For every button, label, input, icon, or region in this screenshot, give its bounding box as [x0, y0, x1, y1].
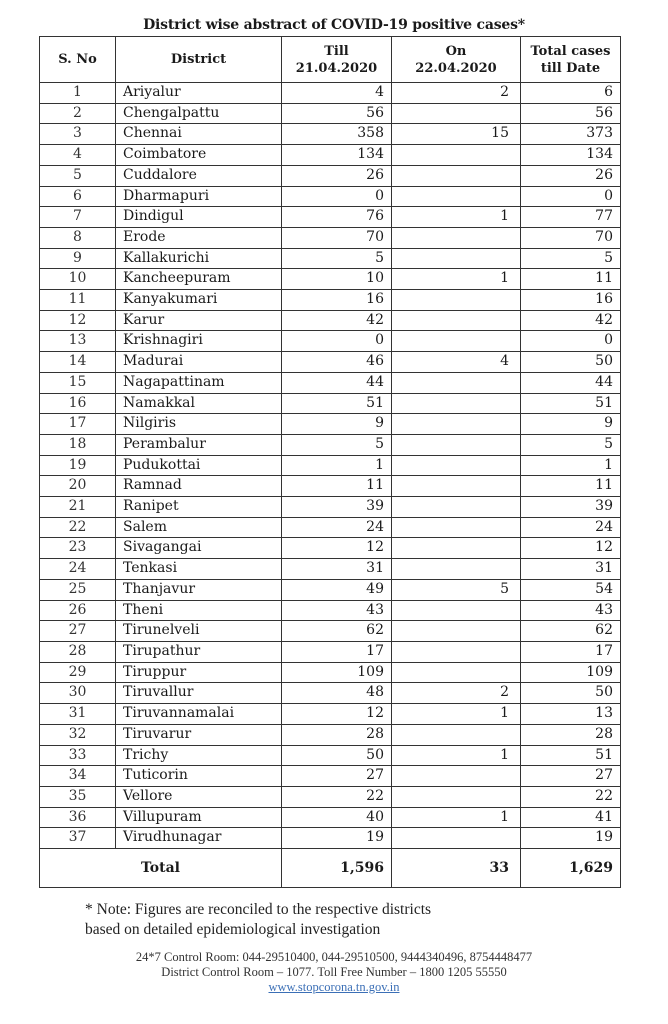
row-sno: 4: [40, 145, 116, 166]
row-district: Villupuram: [116, 807, 282, 828]
row-till: 12: [282, 704, 392, 725]
row-total: 24: [521, 517, 621, 538]
table-row: [40, 579, 621, 600]
table-row: [40, 310, 621, 331]
row-total: 11: [521, 476, 621, 497]
row-district: Trichy: [116, 745, 282, 766]
row-till: 27: [282, 766, 392, 787]
table-row: [40, 704, 621, 725]
row-total: 22: [521, 786, 621, 807]
row-on: [392, 538, 521, 559]
row-sno: 36: [40, 807, 116, 828]
row-total: 5: [521, 434, 621, 455]
table-row: [40, 372, 621, 393]
row-district: Chengalpattu: [116, 103, 282, 124]
row-total: 50: [521, 352, 621, 373]
row-on: [392, 621, 521, 642]
row-on: [392, 476, 521, 497]
table-row: [40, 807, 621, 828]
row-till: 42: [282, 310, 392, 331]
header-district: District: [116, 37, 282, 83]
covid-cases-table: [39, 36, 621, 888]
row-on: [392, 662, 521, 683]
row-total: 6: [521, 83, 621, 104]
row-sno: 21: [40, 497, 116, 518]
row-on: [392, 641, 521, 662]
row-sno: 29: [40, 662, 116, 683]
row-district: Tenkasi: [116, 559, 282, 580]
row-till: 48: [282, 683, 392, 704]
row-total: 5: [521, 248, 621, 269]
row-total: 51: [521, 745, 621, 766]
table-row: [40, 434, 621, 455]
row-district: Madurai: [116, 352, 282, 373]
row-total: 70: [521, 227, 621, 248]
row-on: 1: [392, 704, 521, 725]
table-row: [40, 497, 621, 518]
row-district: Tiruppur: [116, 662, 282, 683]
row-sno: 25: [40, 579, 116, 600]
table-body: [40, 83, 621, 849]
total-label: Total: [40, 849, 282, 888]
row-district: Coimbatore: [116, 145, 282, 166]
row-total: 27: [521, 766, 621, 787]
row-district: Pudukottai: [116, 455, 282, 476]
table-row: [40, 538, 621, 559]
row-till: 26: [282, 165, 392, 186]
row-on: [392, 497, 521, 518]
row-till: 46: [282, 352, 392, 373]
row-total: 39: [521, 497, 621, 518]
row-total: 13: [521, 704, 621, 725]
row-sno: 18: [40, 434, 116, 455]
row-on: [392, 310, 521, 331]
row-total: 42: [521, 310, 621, 331]
row-district: Cuddalore: [116, 165, 282, 186]
row-sno: 16: [40, 393, 116, 414]
row-on: [392, 786, 521, 807]
footnote-line2: based on detailed epidemiological investigation: [85, 921, 381, 938]
row-sno: 11: [40, 290, 116, 311]
table-row: [40, 103, 621, 124]
row-total: 43: [521, 600, 621, 621]
row-on: [392, 103, 521, 124]
row-sno: 22: [40, 517, 116, 538]
header-till-line1: Till: [324, 43, 349, 59]
row-sno: 5: [40, 165, 116, 186]
row-on: [392, 393, 521, 414]
row-till: 51: [282, 393, 392, 414]
row-on: [392, 331, 521, 352]
table-row: [40, 83, 621, 104]
row-sno: 7: [40, 207, 116, 228]
header-total: [521, 37, 621, 83]
row-sno: 31: [40, 704, 116, 725]
row-on: 4: [392, 352, 521, 373]
row-total: 12: [521, 538, 621, 559]
row-district: Vellore: [116, 786, 282, 807]
row-on: 2: [392, 83, 521, 104]
row-sno: 26: [40, 600, 116, 621]
header-sno: S. No: [40, 37, 116, 83]
row-sno: 14: [40, 352, 116, 373]
row-total: 0: [521, 186, 621, 207]
row-total: 62: [521, 621, 621, 642]
row-district: Tirupathur: [116, 641, 282, 662]
row-till: 40: [282, 807, 392, 828]
row-district: Kancheepuram: [116, 269, 282, 290]
row-on: [392, 766, 521, 787]
row-total: 134: [521, 145, 621, 166]
row-on: [392, 517, 521, 538]
row-total: 19: [521, 828, 621, 849]
header-till: [282, 37, 392, 83]
header-on-line2: 22.04.2020: [415, 60, 497, 76]
row-sno: 37: [40, 828, 116, 849]
table-row: [40, 559, 621, 580]
row-district: Tiruvallur: [116, 683, 282, 704]
row-till: 109: [282, 662, 392, 683]
row-total: 31: [521, 559, 621, 580]
row-total: 77: [521, 207, 621, 228]
row-till: 10: [282, 269, 392, 290]
row-total: 11: [521, 269, 621, 290]
row-on: 2: [392, 683, 521, 704]
total-till: 1,596: [282, 849, 392, 888]
row-total: 109: [521, 662, 621, 683]
row-on: [392, 559, 521, 580]
row-total: 54: [521, 579, 621, 600]
row-till: 17: [282, 641, 392, 662]
row-till: 22: [282, 786, 392, 807]
row-district: Tuticorin: [116, 766, 282, 787]
header-total-line2: till Date: [540, 60, 601, 76]
row-district: Krishnagiri: [116, 331, 282, 352]
row-on: 1: [392, 207, 521, 228]
row-sno: 30: [40, 683, 116, 704]
row-total: 41: [521, 807, 621, 828]
row-till: 0: [282, 331, 392, 352]
row-sno: 2: [40, 103, 116, 124]
website-link[interactable]: www.stopcorona.tn.gov.in: [268, 980, 400, 994]
table-row: [40, 476, 621, 497]
row-total: 373: [521, 124, 621, 145]
table-row: [40, 414, 621, 435]
row-on: [392, 600, 521, 621]
row-sno: 27: [40, 621, 116, 642]
row-district: Namakkal: [116, 393, 282, 414]
row-on: [392, 455, 521, 476]
table-row: [40, 662, 621, 683]
row-total: 51: [521, 393, 621, 414]
row-on: [392, 186, 521, 207]
table-row: [40, 724, 621, 745]
row-till: 76: [282, 207, 392, 228]
row-sno: 15: [40, 372, 116, 393]
row-till: 70: [282, 227, 392, 248]
row-sno: 6: [40, 186, 116, 207]
total-total: 1,629: [521, 849, 621, 888]
table-row: [40, 165, 621, 186]
row-till: 62: [282, 621, 392, 642]
row-sno: 20: [40, 476, 116, 497]
row-district: Ramnad: [116, 476, 282, 497]
row-total: 16: [521, 290, 621, 311]
row-on: [392, 828, 521, 849]
row-sno: 32: [40, 724, 116, 745]
row-total: 44: [521, 372, 621, 393]
table-row: [40, 331, 621, 352]
row-till: 31: [282, 559, 392, 580]
row-on: 1: [392, 269, 521, 290]
row-till: 5: [282, 248, 392, 269]
row-district: Ranipet: [116, 497, 282, 518]
row-till: 44: [282, 372, 392, 393]
row-district: Nagapattinam: [116, 372, 282, 393]
row-district: Sivagangai: [116, 538, 282, 559]
district-control-room: District Control Room – 1077. Toll Free Number – 1800 1205 55550: [161, 965, 507, 979]
row-on: [392, 248, 521, 269]
row-till: 56: [282, 103, 392, 124]
row-till: 134: [282, 145, 392, 166]
row-sno: 23: [40, 538, 116, 559]
table-row: [40, 352, 621, 373]
row-sno: 35: [40, 786, 116, 807]
row-district: Tirunelveli: [116, 621, 282, 642]
row-on: [392, 434, 521, 455]
table-row: [40, 600, 621, 621]
row-sno: 8: [40, 227, 116, 248]
table-row: [40, 145, 621, 166]
row-on: [392, 414, 521, 435]
row-district: Nilgiris: [116, 414, 282, 435]
page-title: District wise abstract of COVID-19 positive cases*: [143, 17, 525, 33]
row-on: 1: [392, 745, 521, 766]
header-on: [392, 37, 521, 83]
row-on: 15: [392, 124, 521, 145]
total-on: 33: [392, 849, 521, 888]
row-total: 0: [521, 331, 621, 352]
row-till: 24: [282, 517, 392, 538]
row-total: 26: [521, 165, 621, 186]
total-row: [40, 849, 621, 888]
row-sno: 28: [40, 641, 116, 662]
row-on: 5: [392, 579, 521, 600]
row-till: 9: [282, 414, 392, 435]
row-district: Thanjavur: [116, 579, 282, 600]
control-room-numbers: 24*7 Control Room: 044-29510400, 044-29510500, 9444340496, 8754448477: [135, 950, 533, 964]
row-till: 50: [282, 745, 392, 766]
table-row: [40, 186, 621, 207]
row-till: 358: [282, 124, 392, 145]
header-on-line1: On: [445, 43, 467, 59]
table-row: [40, 517, 621, 538]
contact-footer: [0, 950, 668, 995]
table-header-row: [40, 37, 621, 83]
row-till: 5: [282, 434, 392, 455]
table-row: [40, 269, 621, 290]
row-district: Tiruvarur: [116, 724, 282, 745]
row-on: [392, 372, 521, 393]
row-till: 49: [282, 579, 392, 600]
row-sno: 9: [40, 248, 116, 269]
row-district: Dharmapuri: [116, 186, 282, 207]
row-district: Erode: [116, 227, 282, 248]
row-on: [392, 724, 521, 745]
row-district: Theni: [116, 600, 282, 621]
row-district: Kallakurichi: [116, 248, 282, 269]
row-till: 4: [282, 83, 392, 104]
row-till: 28: [282, 724, 392, 745]
table-row: [40, 641, 621, 662]
table-row: [40, 290, 621, 311]
row-till: 11: [282, 476, 392, 497]
row-total: 17: [521, 641, 621, 662]
row-sno: 24: [40, 559, 116, 580]
row-total: 50: [521, 683, 621, 704]
row-district: Chennai: [116, 124, 282, 145]
row-district: Kanyakumari: [116, 290, 282, 311]
row-sno: 1: [40, 83, 116, 104]
table-row: [40, 455, 621, 476]
row-total: 28: [521, 724, 621, 745]
row-on: 1: [392, 807, 521, 828]
row-sno: 17: [40, 414, 116, 435]
row-on: [392, 165, 521, 186]
row-district: Salem: [116, 517, 282, 538]
row-on: [392, 227, 521, 248]
row-sno: 10: [40, 269, 116, 290]
header-till-line2: 21.04.2020: [295, 60, 378, 76]
table-row: [40, 393, 621, 414]
table-row: [40, 207, 621, 228]
row-till: 12: [282, 538, 392, 559]
table-row: [40, 745, 621, 766]
footnote: [85, 900, 431, 940]
row-on: [392, 290, 521, 311]
table-row: [40, 683, 621, 704]
row-sno: 12: [40, 310, 116, 331]
row-sno: 33: [40, 745, 116, 766]
table-row: [40, 828, 621, 849]
row-district: Ariyalur: [116, 83, 282, 104]
row-till: 16: [282, 290, 392, 311]
row-district: Virudhunagar: [116, 828, 282, 849]
row-sno: 19: [40, 455, 116, 476]
row-district: Perambalur: [116, 434, 282, 455]
row-district: Dindigul: [116, 207, 282, 228]
row-on: [392, 145, 521, 166]
row-till: 43: [282, 600, 392, 621]
table-row: [40, 124, 621, 145]
table-row: [40, 621, 621, 642]
row-sno: 34: [40, 766, 116, 787]
row-sno: 3: [40, 124, 116, 145]
row-till: 1: [282, 455, 392, 476]
row-total: 56: [521, 103, 621, 124]
row-total: 9: [521, 414, 621, 435]
table-row: [40, 766, 621, 787]
row-till: 19: [282, 828, 392, 849]
header-total-line1: Total cases: [530, 43, 611, 59]
row-district: Karur: [116, 310, 282, 331]
table-row: [40, 786, 621, 807]
row-till: 0: [282, 186, 392, 207]
row-total: 1: [521, 455, 621, 476]
row-district: Tiruvannamalai: [116, 704, 282, 725]
table-row: [40, 227, 621, 248]
table-row: [40, 248, 621, 269]
footnote-line1: * Note: Figures are reconciled to the respective districts: [85, 901, 432, 918]
row-sno: 13: [40, 331, 116, 352]
row-till: 39: [282, 497, 392, 518]
